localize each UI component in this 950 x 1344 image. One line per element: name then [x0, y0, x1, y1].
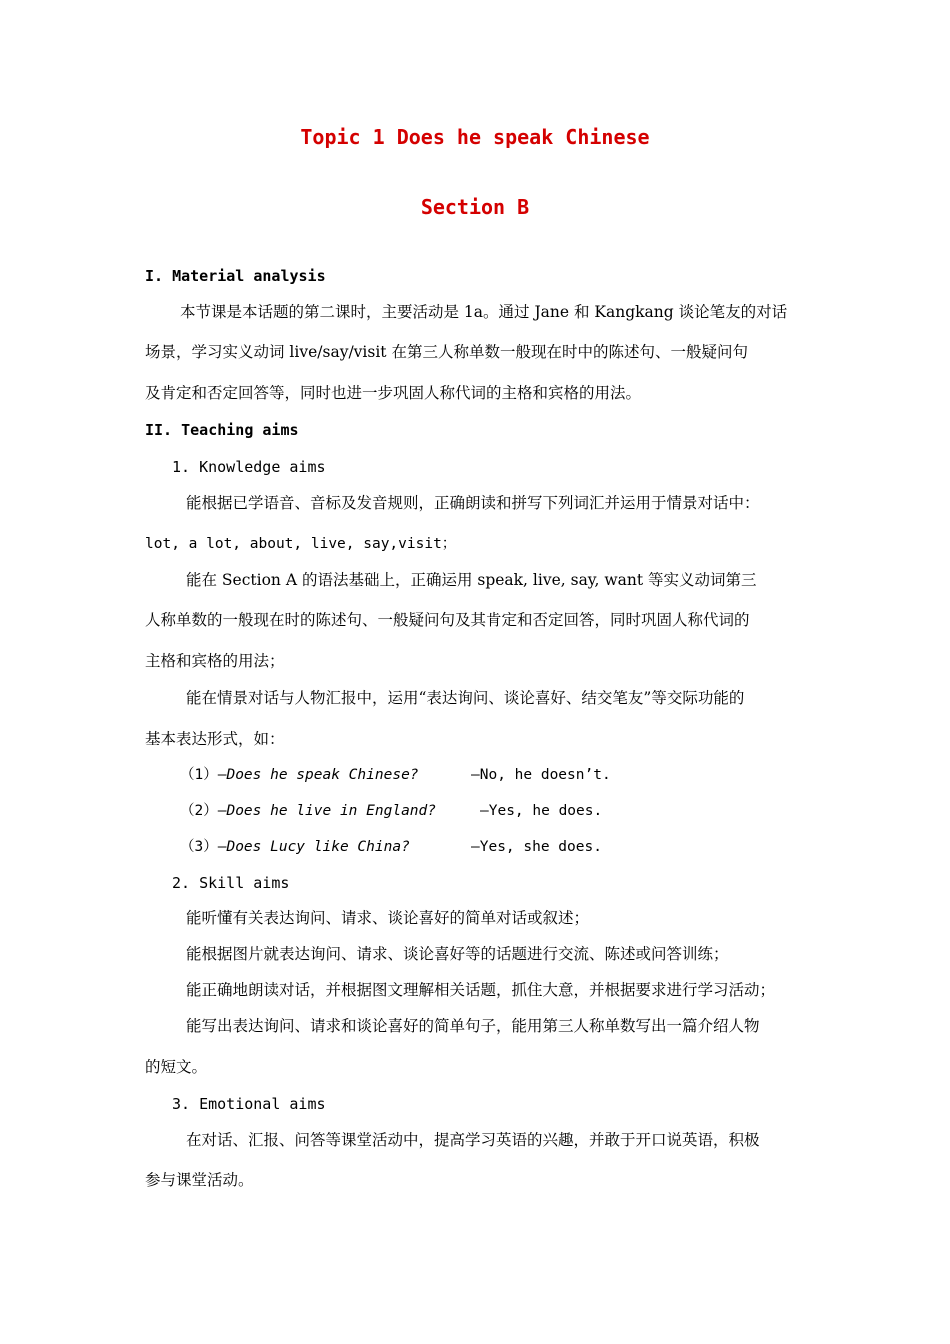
skill-aims-label: 2. Skill aims: [172, 874, 290, 892]
knowledge-paragraph-line: 能根据已学语音、音标及发音规则，正确朗读和拼写下列词汇并运用于情景对话中：: [186, 494, 760, 512]
example-dialogue: [180, 837, 602, 857]
document-title: Topic 1 Does he speak Chinese: [300, 125, 650, 149]
example-dialogue: [180, 801, 603, 821]
material-paragraph-line: 场景，学习实义动词 live/say/visit 在第三人称单数一般现在时中的陈述句、一般疑问句: [145, 343, 748, 361]
knowledge-paragraph-line: 能在情景对话与人物汇报中，运用“表达询问、谈论喜好、结交笔友”等交际功能的: [186, 689, 745, 707]
vocabulary-list: lot, a lot, about, live, say,visit；: [145, 536, 457, 552]
material-paragraph-line: 本节课是本话题的第二课时，主要活动是 1a。通过 Jane 和 Kangkang 谈论笔友的对话: [180, 303, 788, 321]
knowledge-paragraph-line: 人称单数的一般现在时的陈述句、一般疑问句及其肯定和否定回答，同时巩固人称代词的: [145, 611, 750, 629]
section-subtitle: Section B: [420, 195, 530, 219]
knowledge-paragraph-line: 能在 Section A 的语法基础上，正确运用 speak, live, say, want 等实义动词第三: [186, 571, 757, 589]
knowledge-paragraph-line: 基本表达形式，如：: [145, 730, 285, 748]
heading-teaching-aims: II. Teaching aims: [145, 421, 299, 439]
skill-aim-line: 的短文。: [145, 1058, 208, 1076]
knowledge-aims-label: 1. Knowledge aims: [172, 458, 326, 476]
example-question: Does Lucy like China?: [226, 839, 410, 855]
example-number: （1）—: [180, 767, 227, 783]
skill-aim-line: 能听懂有关表达询问、请求、谈论喜好的简单对话或叙述；: [186, 909, 590, 927]
emotional-aim-line: 在对话、汇报、问答等课堂活动中，提高学习英语的兴趣，并敢于开口说英语，积极: [186, 1131, 760, 1149]
example-number: （3）—: [180, 839, 227, 855]
example-answer: —No, he doesn’t.: [471, 767, 611, 783]
example-question: Does he speak Chinese?: [226, 767, 419, 783]
example-answer: —Yes, she does.: [471, 839, 602, 855]
emotional-aim-line: 参与课堂活动。: [145, 1171, 254, 1189]
example-dialogue: [180, 765, 611, 785]
knowledge-paragraph-line: 主格和宾格的用法；: [145, 652, 285, 670]
emotional-aims-label: 3. Emotional aims: [172, 1095, 326, 1113]
example-answer: —Yes, he does.: [480, 803, 603, 819]
skill-aim-line: 能写出表达询问、请求和谈论喜好的简单句子，能用第三人称单数写出一篇介绍人物: [186, 1017, 760, 1035]
skill-aim-line: 能根据图片就表达询问、请求、谈论喜好等的话题进行交流、陈述或问答训练；: [186, 945, 729, 963]
skill-aim-line: 能正确地朗读对话，并根据图文理解相关话题，抓住大意，并根据要求进行学习活动；: [186, 981, 776, 999]
material-paragraph-line: 及肯定和否定回答等，同时也进一步巩固人称代词的主格和宾格的用法。: [145, 384, 642, 402]
example-question: Does he live in England?: [226, 803, 436, 819]
example-number: （2）—: [180, 803, 227, 819]
heading-material-analysis: I. Material analysis: [145, 267, 326, 285]
